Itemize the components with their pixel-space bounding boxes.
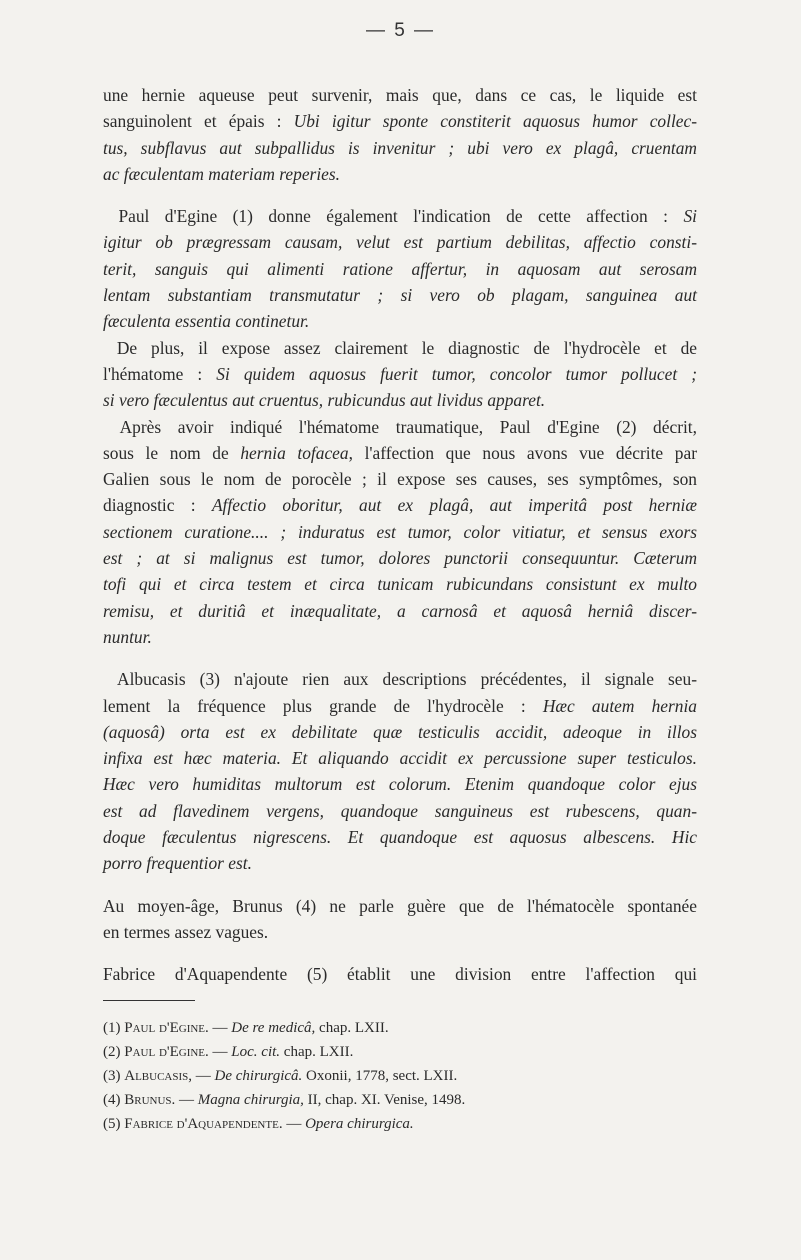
text-line: une hernie aqueuse peut survenir, mais que, dans ce cas, le liquide est [103, 85, 697, 105]
paragraph-2 [103, 203, 697, 650]
text-line: lement la fréquence plus grande de l'hydrocèle : Hæc autem hernia [103, 695, 697, 716]
text-line: Hæc vero humiditas multorum est colorum. Etenim quandoque color ejus [103, 774, 697, 795]
footnote-3: (3) Albucasis, — De chirurgicâ. Oxonii, 1778, sect. LXII. [103, 1068, 458, 1084]
text-line: De plus, il expose assez clairement le diagnostic de l'hydrocèle et de [103, 337, 697, 358]
text-line: terit, sanguis qui alimenti ratione affertur, in aquosam aut serosam [103, 258, 697, 279]
footnote-2: (2) Paul d'Egine. — Loc. cit. chap. LXII. [103, 1044, 354, 1060]
text-line: si vero fæculentus aut cruentus, rubicundus aut lividus apparet. [103, 390, 546, 411]
paragraph-1 [103, 82, 697, 187]
paragraph-4 [103, 893, 697, 946]
paragraph-5 [103, 961, 697, 987]
text-line: est ; at si malignus est tumor, dolores punctorii consequuntur. Cæterum [103, 548, 697, 569]
text-line [103, 108, 697, 134]
text-line: remisu, et duritiâ et inæqualitate, a carnosâ et aquosâ herniâ discer- [103, 600, 697, 621]
text-line: Fabrice d'Aquapendente (5) établit une division entre l'affection qui [103, 964, 697, 985]
text-line: sectionem curatione.... ; induratus est tumor, color vitiatur, et sensus exors [103, 521, 697, 542]
text-line: lentam substantiam transmutatur ; si vero ob plagam, sanguinea aut [103, 285, 697, 306]
text-line: tofi qui et circa testem et circa tunicam rubicundans consistunt ex multo [103, 574, 697, 595]
text-line: porro frequentior est. [103, 853, 252, 874]
paragraph-3 [103, 666, 697, 876]
body-text [103, 82, 697, 988]
text-line: fæculenta essentia continetur. [103, 311, 310, 332]
text-line [103, 161, 697, 187]
latin-quote: Ubi igitur sponte constiterit aquosus humor collec- [293, 111, 697, 132]
text-line: l'hématome : Si quidem aquosus fuerit tumor, concolor tumor pollucet ; [103, 363, 697, 384]
footnote-4: (4) Brunus. — Magna chirurgia, II, chap. XI. Venise, 1498. [103, 1092, 466, 1108]
text-line [103, 135, 697, 161]
text-line: doque fæculentus nigrescens. Et quandoque est aquosus albescens. Hic [103, 827, 697, 848]
text-line: Après avoir indiqué l'hématome traumatique, Paul d'Egine (2) décrit, [103, 416, 697, 437]
text-line: igitur ob prægressam causam, velut est partium debilitas, affectio consti- [103, 232, 697, 253]
text-line: sous le nom de hernia tofacea, l'affection que nous avons vue décrite par [103, 442, 697, 463]
text-line: Galien sous le nom de porocèle ; il expose ses causes, ses symptômes, son [103, 469, 697, 490]
footnotes [103, 1016, 703, 1136]
latin-quote: tus, subflavus aut subpallidus is invenitur ; ubi vero ex plagâ, cruentam [103, 137, 697, 158]
page-number: — 5 — [365, 20, 436, 41]
text-line: (aquosâ) orta est ex debilitate quæ testiculis accidit, adeoque in illos [103, 721, 697, 742]
text-line: nuntur. [103, 626, 152, 647]
text-line: Albucasis (3) n'ajoute rien aux descriptions précédentes, il signale seu- [103, 669, 697, 690]
text-segment: sanguinolent et épais : [103, 111, 294, 132]
footnote-1: (1) Paul d'Egine. — De re medicâ, chap. LXII. [103, 1020, 389, 1036]
footnote-5: (5) Fabrice d'Aquapendente. — Opera chirurgica. [103, 1116, 414, 1132]
text-line: Paul d'Egine (1) donne également l'indication de cette affection : Si [103, 206, 697, 227]
footnote-divider [103, 1000, 195, 1001]
text-line: infixa est hæc materia. Et aliquando accidit ex percussione super testiculos. [103, 748, 697, 769]
latin-quote: ac fæculentam materiam reperies. [103, 163, 340, 184]
text-line: diagnostic : Affectio oboritur, aut ex plagâ, aut imperitâ post herniæ [103, 495, 697, 516]
text-line: Au moyen-âge, Brunus (4) ne parle guère que de l'hématocèle spontanée [103, 895, 697, 916]
text-line: en termes assez vagues. [103, 921, 269, 942]
text-line: est ad flavedinem vergens, quandoque sanguineus est rubescens, quan- [103, 800, 697, 821]
